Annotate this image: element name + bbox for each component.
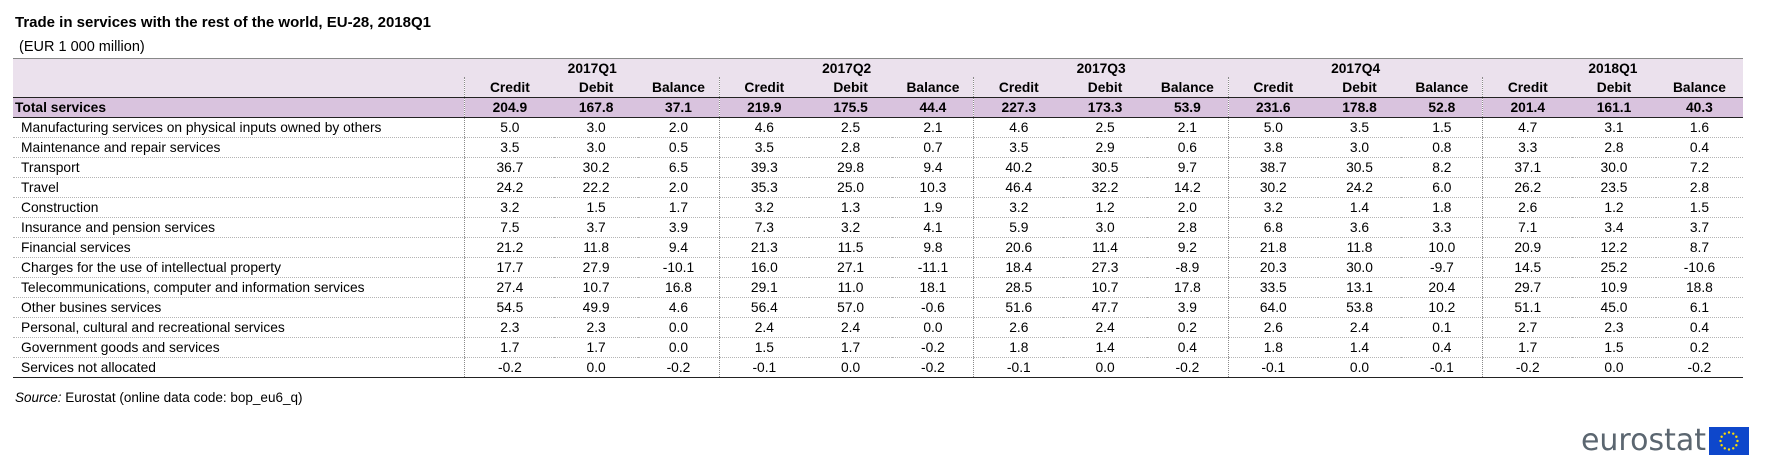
value-cell: 51.6	[974, 298, 1063, 318]
value-cell: 18.1	[892, 278, 974, 298]
value-cell: 17.8	[1147, 278, 1229, 298]
value-cell: 0.0	[1572, 358, 1656, 378]
value-cell: -0.1	[974, 358, 1063, 378]
value-cell: 47.7	[1063, 298, 1147, 318]
value-cell: 0.4	[1656, 138, 1743, 158]
value-cell: 45.0	[1572, 298, 1656, 318]
column-header: Credit	[1483, 77, 1572, 98]
value-cell: -0.1	[1401, 358, 1483, 378]
table-unit: (EUR 1 000 million)	[19, 39, 145, 55]
row-label: Travel	[13, 178, 465, 198]
value-cell: 3.7	[554, 218, 638, 238]
value-cell: 11.0	[809, 278, 893, 298]
value-cell: 26.2	[1483, 178, 1572, 198]
value-cell: -0.1	[719, 358, 808, 378]
eurostat-logo	[1580, 423, 1749, 458]
table-row	[13, 218, 1743, 238]
value-cell: 10.7	[1063, 278, 1147, 298]
value-cell: 231.6	[1228, 98, 1317, 118]
value-cell: 30.2	[554, 158, 638, 178]
value-cell: 2.6	[1228, 318, 1317, 338]
value-cell: -0.2	[892, 338, 974, 358]
column-header: Debit	[554, 77, 638, 98]
value-cell: 37.1	[1483, 158, 1572, 178]
value-cell: 17.7	[465, 258, 554, 278]
table-title: Trade in services with the rest of the world, EU-28, 2018Q1	[15, 14, 431, 31]
value-cell: 6.8	[1228, 218, 1317, 238]
value-cell: 3.3	[1401, 218, 1483, 238]
value-cell: 204.9	[465, 98, 554, 118]
column-header: Balance	[638, 77, 720, 98]
value-cell: 2.6	[1483, 198, 1572, 218]
value-cell: 2.5	[809, 118, 893, 138]
value-cell: 24.2	[465, 178, 554, 198]
value-cell: 3.5	[974, 138, 1063, 158]
value-cell: 1.2	[1572, 198, 1656, 218]
value-cell: 38.7	[1228, 158, 1317, 178]
value-cell: 30.0	[1572, 158, 1656, 178]
total-row	[13, 98, 1743, 118]
header-corner	[13, 77, 465, 98]
value-cell: 167.8	[554, 98, 638, 118]
column-header: Balance	[1401, 77, 1483, 98]
value-cell: 22.2	[554, 178, 638, 198]
value-cell: 1.7	[1483, 338, 1572, 358]
value-cell: 4.6	[719, 118, 808, 138]
value-cell: 7.5	[465, 218, 554, 238]
period-header: 2017Q1	[465, 59, 719, 78]
value-cell: 2.8	[1147, 218, 1229, 238]
value-cell: 11.8	[1318, 238, 1402, 258]
value-cell: 1.7	[809, 338, 893, 358]
value-cell: 1.4	[1063, 338, 1147, 358]
value-cell: 32.2	[1063, 178, 1147, 198]
value-cell: 51.1	[1483, 298, 1572, 318]
value-cell: -10.1	[638, 258, 720, 278]
value-cell: 0.0	[638, 338, 720, 358]
value-cell: -0.1	[1228, 358, 1317, 378]
value-cell: 37.1	[638, 98, 720, 118]
column-header: Debit	[1063, 77, 1147, 98]
value-cell: 0.0	[638, 318, 720, 338]
table-row	[13, 138, 1743, 158]
value-cell: 13.1	[1318, 278, 1402, 298]
row-label: Construction	[13, 198, 465, 218]
value-cell: 11.8	[554, 238, 638, 258]
value-cell: 0.2	[1147, 318, 1229, 338]
value-cell: 2.8	[1656, 178, 1743, 198]
row-label: Services not allocated	[13, 358, 465, 378]
value-cell: 2.4	[809, 318, 893, 338]
value-cell: 6.0	[1401, 178, 1483, 198]
value-cell: 10.9	[1572, 278, 1656, 298]
value-cell: 2.4	[719, 318, 808, 338]
table-body	[13, 98, 1743, 378]
value-cell: 10.3	[892, 178, 974, 198]
subheader-row	[13, 77, 1743, 98]
value-cell: 173.3	[1063, 98, 1147, 118]
value-cell: 29.1	[719, 278, 808, 298]
value-cell: 0.2	[1656, 338, 1743, 358]
value-cell: 3.5	[719, 138, 808, 158]
value-cell: 53.9	[1147, 98, 1229, 118]
source-label: Source:	[15, 390, 62, 405]
value-cell: 29.7	[1483, 278, 1572, 298]
value-cell: 6.1	[1656, 298, 1743, 318]
value-cell: -0.2	[465, 358, 554, 378]
value-cell: 9.4	[892, 158, 974, 178]
logo-text: eurostat	[1580, 423, 1706, 458]
table-row	[13, 178, 1743, 198]
value-cell: 1.8	[1228, 338, 1317, 358]
value-cell: 11.4	[1063, 238, 1147, 258]
value-cell: 21.3	[719, 238, 808, 258]
value-cell: -0.2	[638, 358, 720, 378]
value-cell: 20.4	[1401, 278, 1483, 298]
value-cell: 0.1	[1401, 318, 1483, 338]
table-row	[13, 298, 1743, 318]
value-cell: 1.8	[1401, 198, 1483, 218]
table-row	[13, 258, 1743, 278]
value-cell: 3.5	[1318, 118, 1402, 138]
column-header: Balance	[1147, 77, 1229, 98]
column-header: Credit	[974, 77, 1063, 98]
value-cell: 0.8	[1401, 138, 1483, 158]
value-cell: 2.3	[554, 318, 638, 338]
value-cell: -0.6	[892, 298, 974, 318]
value-cell: 0.4	[1401, 338, 1483, 358]
value-cell: -0.2	[1147, 358, 1229, 378]
value-cell: 1.7	[554, 338, 638, 358]
value-cell: 29.8	[809, 158, 893, 178]
column-header: Credit	[719, 77, 808, 98]
value-cell: 2.8	[809, 138, 893, 158]
value-cell: 7.1	[1483, 218, 1572, 238]
row-label: Telecommunications, computer and information services	[13, 278, 465, 298]
value-cell: 24.2	[1318, 178, 1402, 198]
value-cell: 1.2	[1063, 198, 1147, 218]
row-label: Financial services	[13, 238, 465, 258]
value-cell: 52.8	[1401, 98, 1483, 118]
table-row	[13, 238, 1743, 258]
value-cell: 0.6	[1147, 138, 1229, 158]
period-header-row	[13, 59, 1743, 78]
row-label: Total services	[13, 98, 465, 118]
value-cell: 3.3	[1483, 138, 1572, 158]
value-cell: 3.0	[1318, 138, 1402, 158]
value-cell: 0.5	[638, 138, 720, 158]
value-cell: 1.8	[974, 338, 1063, 358]
value-cell: 10.0	[1401, 238, 1483, 258]
value-cell: 14.2	[1147, 178, 1229, 198]
row-label: Personal, cultural and recreational services	[13, 318, 465, 338]
value-cell: 4.1	[892, 218, 974, 238]
source-text: Eurostat (online data code: bop_eu6_q)	[65, 390, 303, 405]
value-cell: 33.5	[1228, 278, 1317, 298]
value-cell: 8.7	[1656, 238, 1743, 258]
value-cell: 18.4	[974, 258, 1063, 278]
value-cell: 1.3	[809, 198, 893, 218]
value-cell: 0.0	[1063, 358, 1147, 378]
value-cell: 9.8	[892, 238, 974, 258]
value-cell: 227.3	[974, 98, 1063, 118]
value-cell: 28.5	[974, 278, 1063, 298]
value-cell: 39.3	[719, 158, 808, 178]
value-cell: 56.4	[719, 298, 808, 318]
value-cell: -0.2	[892, 358, 974, 378]
value-cell: 30.0	[1318, 258, 1402, 278]
value-cell: 64.0	[1228, 298, 1317, 318]
value-cell: 10.2	[1401, 298, 1483, 318]
value-cell: -11.1	[892, 258, 974, 278]
value-cell: 8.2	[1401, 158, 1483, 178]
value-cell: 12.2	[1572, 238, 1656, 258]
table-row	[13, 318, 1743, 338]
row-label: Maintenance and repair services	[13, 138, 465, 158]
value-cell: 0.0	[554, 358, 638, 378]
value-cell: 2.6	[974, 318, 1063, 338]
value-cell: 2.0	[638, 178, 720, 198]
value-cell: 2.0	[638, 118, 720, 138]
value-cell: 40.3	[1656, 98, 1743, 118]
value-cell: 11.5	[809, 238, 893, 258]
value-cell: 18.8	[1656, 278, 1743, 298]
value-cell: 23.5	[1572, 178, 1656, 198]
value-cell: -8.9	[1147, 258, 1229, 278]
value-cell: 2.3	[465, 318, 554, 338]
table-row	[13, 158, 1743, 178]
row-label: Other busines services	[13, 298, 465, 318]
value-cell: 2.1	[1147, 118, 1229, 138]
value-cell: 4.7	[1483, 118, 1572, 138]
value-cell: -0.2	[1656, 358, 1743, 378]
value-cell: 2.7	[1483, 318, 1572, 338]
value-cell: -10.6	[1656, 258, 1743, 278]
value-cell: 21.8	[1228, 238, 1317, 258]
value-cell: 1.5	[1656, 198, 1743, 218]
value-cell: 0.0	[892, 318, 974, 338]
value-cell: 3.5	[465, 138, 554, 158]
column-header: Debit	[809, 77, 893, 98]
value-cell: 3.9	[638, 218, 720, 238]
value-cell: 0.0	[809, 358, 893, 378]
source-note	[15, 390, 302, 405]
value-cell: 3.0	[554, 138, 638, 158]
value-cell: 175.5	[809, 98, 893, 118]
value-cell: 2.1	[892, 118, 974, 138]
value-cell: 3.9	[1147, 298, 1229, 318]
column-header: Credit	[1228, 77, 1317, 98]
table-row	[13, 358, 1743, 378]
column-header: Balance	[892, 77, 974, 98]
value-cell: 0.7	[892, 138, 974, 158]
value-cell: 10.7	[554, 278, 638, 298]
value-cell: 1.5	[554, 198, 638, 218]
value-cell: 1.5	[1401, 118, 1483, 138]
value-cell: 3.8	[1228, 138, 1317, 158]
value-cell: 178.8	[1318, 98, 1402, 118]
value-cell: 5.9	[974, 218, 1063, 238]
column-header: Debit	[1318, 77, 1402, 98]
value-cell: 30.5	[1318, 158, 1402, 178]
period-header: 2017Q2	[719, 59, 973, 78]
value-cell: 20.6	[974, 238, 1063, 258]
value-cell: 2.4	[1318, 318, 1402, 338]
value-cell: 3.2	[809, 218, 893, 238]
value-cell: 30.2	[1228, 178, 1317, 198]
value-cell: 3.7	[1656, 218, 1743, 238]
value-cell: 14.5	[1483, 258, 1572, 278]
value-cell: 1.4	[1318, 198, 1402, 218]
value-cell: -0.2	[1483, 358, 1572, 378]
value-cell: 161.1	[1572, 98, 1656, 118]
row-label: Manufacturing services on physical inputs owned by others	[13, 118, 465, 138]
period-header: 2017Q4	[1228, 59, 1482, 78]
row-label: Charges for the use of intellectual property	[13, 258, 465, 278]
value-cell: 20.3	[1228, 258, 1317, 278]
value-cell: 3.0	[1063, 218, 1147, 238]
value-cell: 35.3	[719, 178, 808, 198]
value-cell: 3.2	[1228, 198, 1317, 218]
value-cell: 46.4	[974, 178, 1063, 198]
value-cell: 4.6	[638, 298, 720, 318]
column-header: Debit	[1572, 77, 1656, 98]
value-cell: 1.5	[1572, 338, 1656, 358]
value-cell: 9.4	[638, 238, 720, 258]
value-cell: 201.4	[1483, 98, 1572, 118]
value-cell: 0.4	[1147, 338, 1229, 358]
value-cell: 25.0	[809, 178, 893, 198]
value-cell: 9.7	[1147, 158, 1229, 178]
value-cell: 1.7	[465, 338, 554, 358]
value-cell: 27.9	[554, 258, 638, 278]
value-cell: -9.7	[1401, 258, 1483, 278]
table-row	[13, 338, 1743, 358]
value-cell: 2.3	[1572, 318, 1656, 338]
value-cell: 40.2	[974, 158, 1063, 178]
value-cell: 0.0	[1318, 358, 1402, 378]
row-label: Government goods and services	[13, 338, 465, 358]
eu-flag-icon	[1709, 427, 1749, 455]
value-cell: 30.5	[1063, 158, 1147, 178]
column-header: Balance	[1656, 77, 1743, 98]
value-cell: 3.0	[554, 118, 638, 138]
value-cell: 1.4	[1318, 338, 1402, 358]
value-cell: 0.4	[1656, 318, 1743, 338]
value-cell: 3.1	[1572, 118, 1656, 138]
value-cell: 6.5	[638, 158, 720, 178]
value-cell: 1.7	[638, 198, 720, 218]
value-cell: 20.9	[1483, 238, 1572, 258]
value-cell: 16.0	[719, 258, 808, 278]
column-header: Credit	[465, 77, 554, 98]
value-cell: 21.2	[465, 238, 554, 258]
row-label: Transport	[13, 158, 465, 178]
value-cell: 2.0	[1147, 198, 1229, 218]
value-cell: 7.2	[1656, 158, 1743, 178]
period-header: 2017Q3	[974, 59, 1228, 78]
value-cell: 3.2	[974, 198, 1063, 218]
value-cell: 36.7	[465, 158, 554, 178]
row-label: Insurance and pension services	[13, 218, 465, 238]
value-cell: 54.5	[465, 298, 554, 318]
value-cell: 53.8	[1318, 298, 1402, 318]
value-cell: 25.2	[1572, 258, 1656, 278]
value-cell: 49.9	[554, 298, 638, 318]
value-cell: 16.8	[638, 278, 720, 298]
value-cell: 5.0	[465, 118, 554, 138]
value-cell: 27.3	[1063, 258, 1147, 278]
value-cell: 9.2	[1147, 238, 1229, 258]
value-cell: 219.9	[719, 98, 808, 118]
value-cell: 7.3	[719, 218, 808, 238]
table-row	[13, 118, 1743, 138]
value-cell: 27.1	[809, 258, 893, 278]
value-cell: 3.4	[1572, 218, 1656, 238]
header-corner	[13, 59, 465, 78]
value-cell: 2.4	[1063, 318, 1147, 338]
table-row	[13, 198, 1743, 218]
value-cell: 2.8	[1572, 138, 1656, 158]
value-cell: 3.2	[465, 198, 554, 218]
value-cell: 3.2	[719, 198, 808, 218]
period-header: 2018Q1	[1483, 59, 1743, 78]
value-cell: 57.0	[809, 298, 893, 318]
value-cell: 2.9	[1063, 138, 1147, 158]
value-cell: 2.5	[1063, 118, 1147, 138]
value-cell: 1.9	[892, 198, 974, 218]
value-cell: 1.6	[1656, 118, 1743, 138]
value-cell: 4.6	[974, 118, 1063, 138]
value-cell: 5.0	[1228, 118, 1317, 138]
value-cell: 27.4	[465, 278, 554, 298]
value-cell: 3.6	[1318, 218, 1402, 238]
value-cell: 44.4	[892, 98, 974, 118]
services-table	[13, 58, 1743, 378]
table-row	[13, 278, 1743, 298]
value-cell: 1.5	[719, 338, 808, 358]
